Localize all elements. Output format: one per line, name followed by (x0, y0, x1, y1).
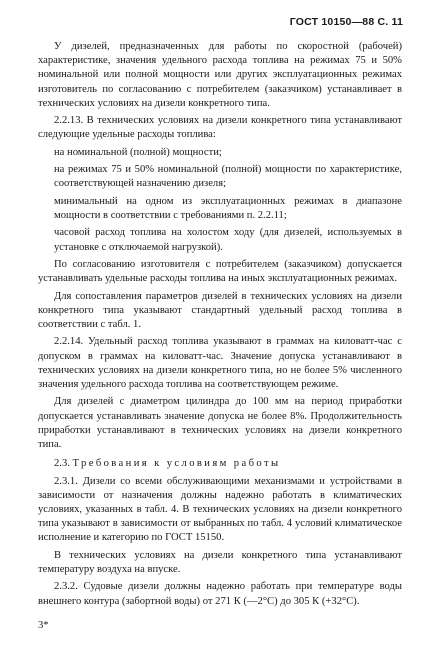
page-header: ГОСТ 10150—88 С. 11 (289, 16, 403, 28)
list-item: на режимах 75 и 50% номинальной (полной) мощности по характеристике, соответствующей назначению дизеля; (54, 164, 402, 190)
list-item: на номинальной (полной) мощности; (54, 146, 222, 158)
document-body (38, 40, 402, 612)
list-item: минимальный на одном из эксплуатационных режимах в диапазоне мощности в соответствии с требованиями п. 2.2.11; (54, 195, 402, 221)
paragraph-comparison: Для сопоставления параметров дизелей в технических условиях на дизели конкретного типа указывают стандартный удельный расход топлива в соответствии с табл. 1. (38, 290, 402, 330)
section-number: 2.3. (54, 458, 70, 470)
paragraph-2-2-14: 2.2.14. Удельный расход топлива указывают в граммах на киловатт-час с допуском в граммах на киловатт-час. Значение допуска устанавливают в технических условиях на дизели конкретного типа, но не более 5% численного значения удельного расхода топлива на соответствующем режиме. (38, 336, 402, 390)
list-item: часовой расход топлива на холостом ходу (для дизелей, используемых в установке с отключаемой нагрузкой). (54, 227, 402, 253)
page-footer-mark: 3* (38, 620, 49, 631)
section-heading (38, 457, 402, 471)
paragraph-agreement: По согласованию изготовителя с потребителем (заказчиком) допускается устанавливать удельные расходы топлива на иных эксплуатационных режимах. (38, 258, 402, 285)
paragraph-fuel-consumption-speed-characteristic: У дизелей, предназначенных для работы по скоростной (рабочей) характеристике, значения удельного расхода топлива на режимах 75 и 50% номинальной или полной мощности или других эксплуатационных режимах изготовитель по согласованию с потребителем (заказчиком) устанавливает в технических условиях на дизели конкретного типа. (38, 41, 402, 109)
paragraph-air-temperature: В технических условиях на дизели конкретного типа устанавливают температуру воздуха на впуске. (38, 549, 402, 575)
section-title: Требования к условиям работы (72, 458, 281, 470)
paragraph-run-in: Для дизелей с диаметром цилиндра до 100 мм на период приработки допускается устанавливать значение допуска не более 8%. Продолжительность приработки устанавливают в технических условиях на дизели конкретного типа. (38, 396, 402, 450)
paragraph-2-2-13: 2.2.13. В технических условиях на дизели конкретного типа устанавливают следующие удельные расходы топлива: (38, 115, 402, 141)
paragraph-2-3-1: 2.3.1. Дизели со всеми обслуживающими механизмами и устройствами в зависимости от назначения должны надежно работать в климатических условиях, указанных в табл. 4. В технических условиях на дизели конкретного типа указывают в зависимости от выбранных по табл. 4 условий климатическое исполнение и категорию по ГОСТ 15150. (38, 475, 402, 544)
paragraph-2-3-2: 2.3.2. Судовые дизели должны надежно работать при температуре воды внешнего контура (забортной воды) от 271 К (—2°С) до 305 К (+32°С). (38, 581, 402, 607)
